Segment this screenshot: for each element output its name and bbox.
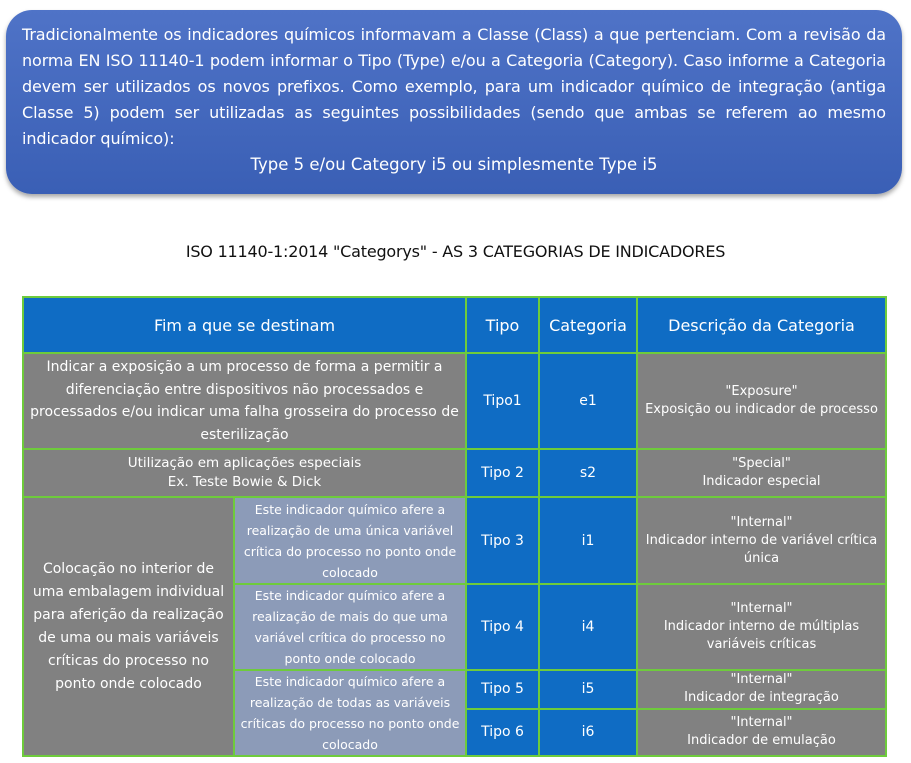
description-text: Indicador interno de múltiplas variáveis críticas (663, 619, 860, 652)
category-cell: i1 (539, 497, 637, 584)
purpose-example: Ex. Teste Bowie & Dick (167, 474, 322, 490)
categories-table (22, 296, 887, 757)
category-cell: i5 (539, 670, 637, 709)
category-cell: e1 (539, 353, 637, 449)
purpose-line: Utilização em aplicações especiais (127, 455, 362, 471)
description-cell (637, 353, 886, 449)
intro-paragraph: Tradicionalmente os indicadores químicos informavam a Classe (Class) a que pertenciam. Com a revisão da norma EN ISO 11140-1 podem informar o Tipo (Type) e/ou a Categoria (Category). Caso informe a Categoria devem ser utilizados os novos prefixos. Como exemplo, para um indicador químico de integração (antiga Classe 5) podem ser utilizadas as seguintes possibilidades (sendo que ambas se referem ao mesmo indicador químico): (22, 25, 886, 148)
type-cell: Tipo 3 (466, 497, 539, 584)
table-header-row (23, 297, 886, 353)
category-cell: s2 (539, 449, 637, 497)
type-cell: Tipo1 (466, 353, 539, 449)
description-title: "Internal" (730, 715, 793, 731)
description-cell (637, 497, 886, 584)
description-cell (637, 709, 886, 756)
purpose-cell (23, 449, 466, 497)
type-cell: Tipo 4 (466, 584, 539, 670)
header-category: Categoria (539, 297, 637, 353)
description-text: Exposição ou indicador de processo (645, 402, 878, 417)
description-text: Indicador de emulação (687, 733, 836, 749)
type-cell: Tipo 6 (466, 709, 539, 756)
description-cell (637, 584, 886, 670)
description-title: "Internal" (730, 601, 793, 616)
header-purpose: Fim a que se destinam (23, 297, 466, 353)
intro-callout (6, 10, 902, 194)
description-title: "Internal" (730, 672, 793, 688)
description-title: "Internal" (730, 514, 793, 530)
intro-example: Type 5 e/ou Category i5 ou simplesmente Type i5 (250, 155, 658, 174)
description-title: "Exposure" (725, 384, 798, 399)
purpose-cell: Indicar a exposição a um processo de forma a permitir a diferenciação entre dispositivos não processados e processados e/ou indicar uma falha grosseira do processo de esterilização (23, 353, 466, 449)
description-cell (637, 670, 886, 709)
table-row (23, 497, 886, 584)
description-cell (637, 449, 886, 497)
header-description: Descrição da Categoria (637, 297, 886, 353)
type-cell: Tipo 5 (466, 670, 539, 709)
description-text: Indicador de integração (684, 690, 839, 706)
internal-purpose-cell: Colocação no interior de uma embalagem individual para aferição da realização de uma ou mais variáveis críticas do processo no ponto onde colocado (23, 497, 234, 756)
description-text: Indicador interno de variável crítica única (645, 532, 878, 566)
header-type: Tipo (466, 297, 539, 353)
sub-purpose-cell: Este indicador químico afere a realização de uma única variável crítica do processo no ponto onde colocado (234, 497, 466, 584)
table-row (23, 449, 886, 497)
section-title: ISO 11140-1:2014 "Categorys" - AS 3 CATEGORIAS DE INDICADORES (185, 242, 726, 261)
description-title: "Special" (732, 456, 791, 471)
type-cell: Tipo 2 (466, 449, 539, 497)
category-cell: i6 (539, 709, 637, 756)
table-row (23, 353, 886, 449)
description-text: Indicador especial (702, 474, 821, 489)
sub-purpose-cell: Este indicador químico afere a realização de mais do que uma variável crítica do processo no ponto onde colocado (234, 584, 466, 670)
category-cell: i4 (539, 584, 637, 670)
sub-purpose-cell: Este indicador químico afere a realização de todas as variáveis críticas do processo no ponto onde colocado (234, 670, 466, 756)
